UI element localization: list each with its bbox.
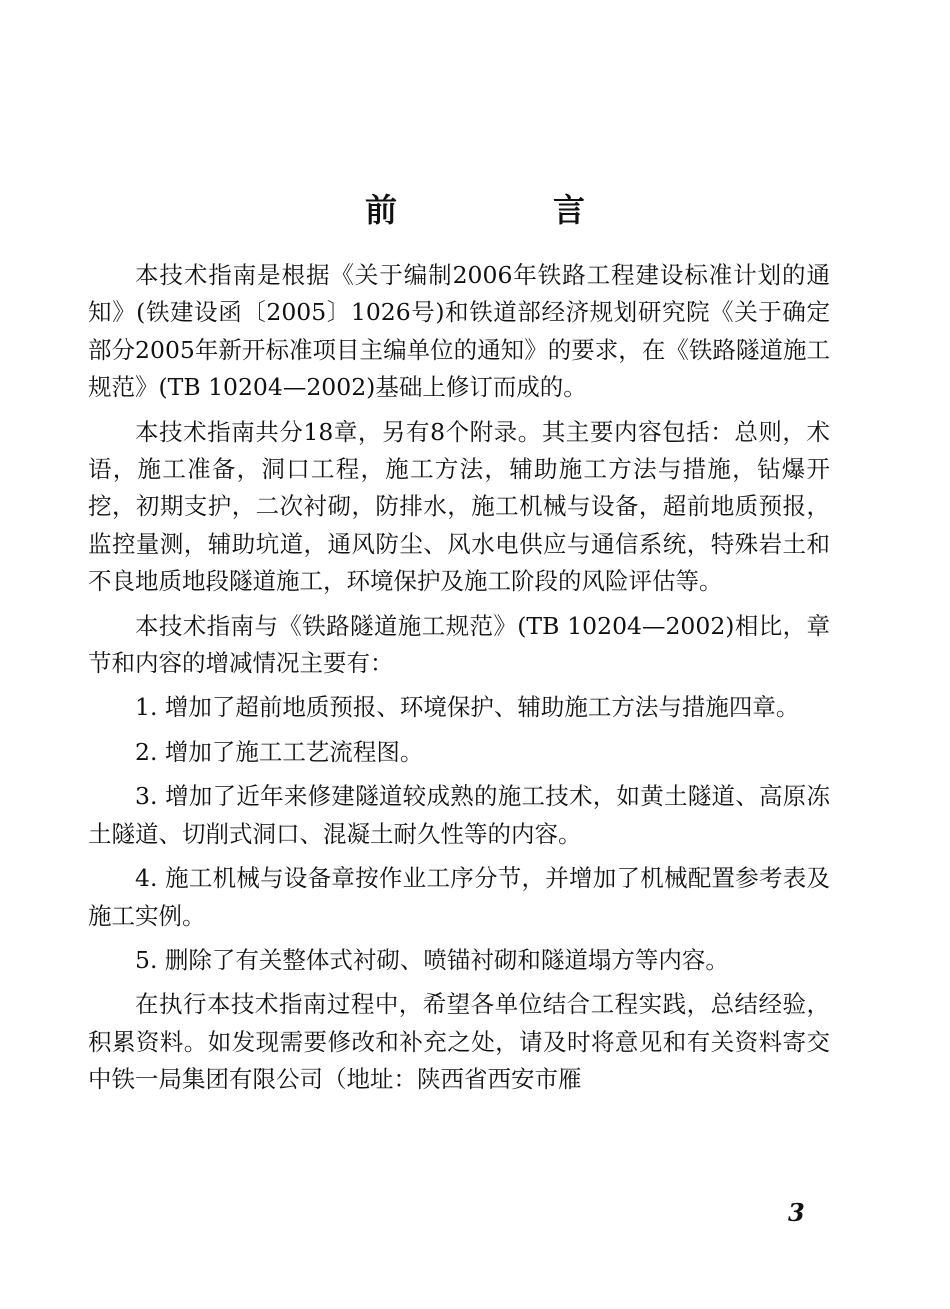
list-item-5: 5. 删除了有关整体式衬砌、喷锚衬砌和隧道塌方等内容。 [135, 945, 729, 974]
paragraph-feedback: 在执行本技术指南过程中，希望各单位结合工程实践，总结经验，积累资料。如发现需要修改和补充之处，请及时将意见和有关资料寄交中铁一局集团有限公司（地址：陕西省西安市雁 [88, 990, 830, 1094]
list-item-1: 1. 增加了超前地质预报、环境保护、辅助施工方法与措施四章。 [135, 693, 800, 722]
body-text [88, 257, 830, 1106]
list-item-4: 4. 施工机械与设备章按作业工序分节，并增加了机械配置参考表及施工实例。 [88, 864, 830, 930]
paragraph-basis: 本技术指南是根据《关于编制2006年铁路工程建设标准计划的通知》(铁建设函〔2005〕1026号)和铁道部经济规划研究院《关于确定部分2005年新开标准项目主编单位的通知》的要求，在《铁路隧道施工规范》(TB 10204—2002)基础上修订而成的。 [88, 261, 830, 402]
list-item-3: 3. 增加了近年来修建隧道较成熟的施工技术，如黄土隧道、高原冻土隧道、切削式洞口、混凝土耐久性等的内容。 [88, 782, 830, 848]
paragraph-comparison: 本技术指南与《铁路隧道施工规范》(TB 10204—2002)相比，章节和内容的增减情况主要有： [88, 611, 830, 678]
page-title: 前 言 [364, 191, 647, 229]
paragraph-contents: 本技术指南共分18章，另有8个附录。其主要内容包括：总则，术语，施工准备，洞口工程，施工方法，辅助施工方法与措施，钻爆开挖，初期支护，二次衬砌，防排水，施工机械与设备，超前地质预报，监控量测，辅助坑道，通风防尘、风水电供应与通信系统，特殊岩土和不良地质地段隧道施工，环境保护及施工阶段的风险评估等。 [88, 417, 830, 596]
page-number: 3 [788, 1198, 805, 1227]
list-item-2: 2. 增加了施工工艺流程图。 [135, 737, 424, 766]
